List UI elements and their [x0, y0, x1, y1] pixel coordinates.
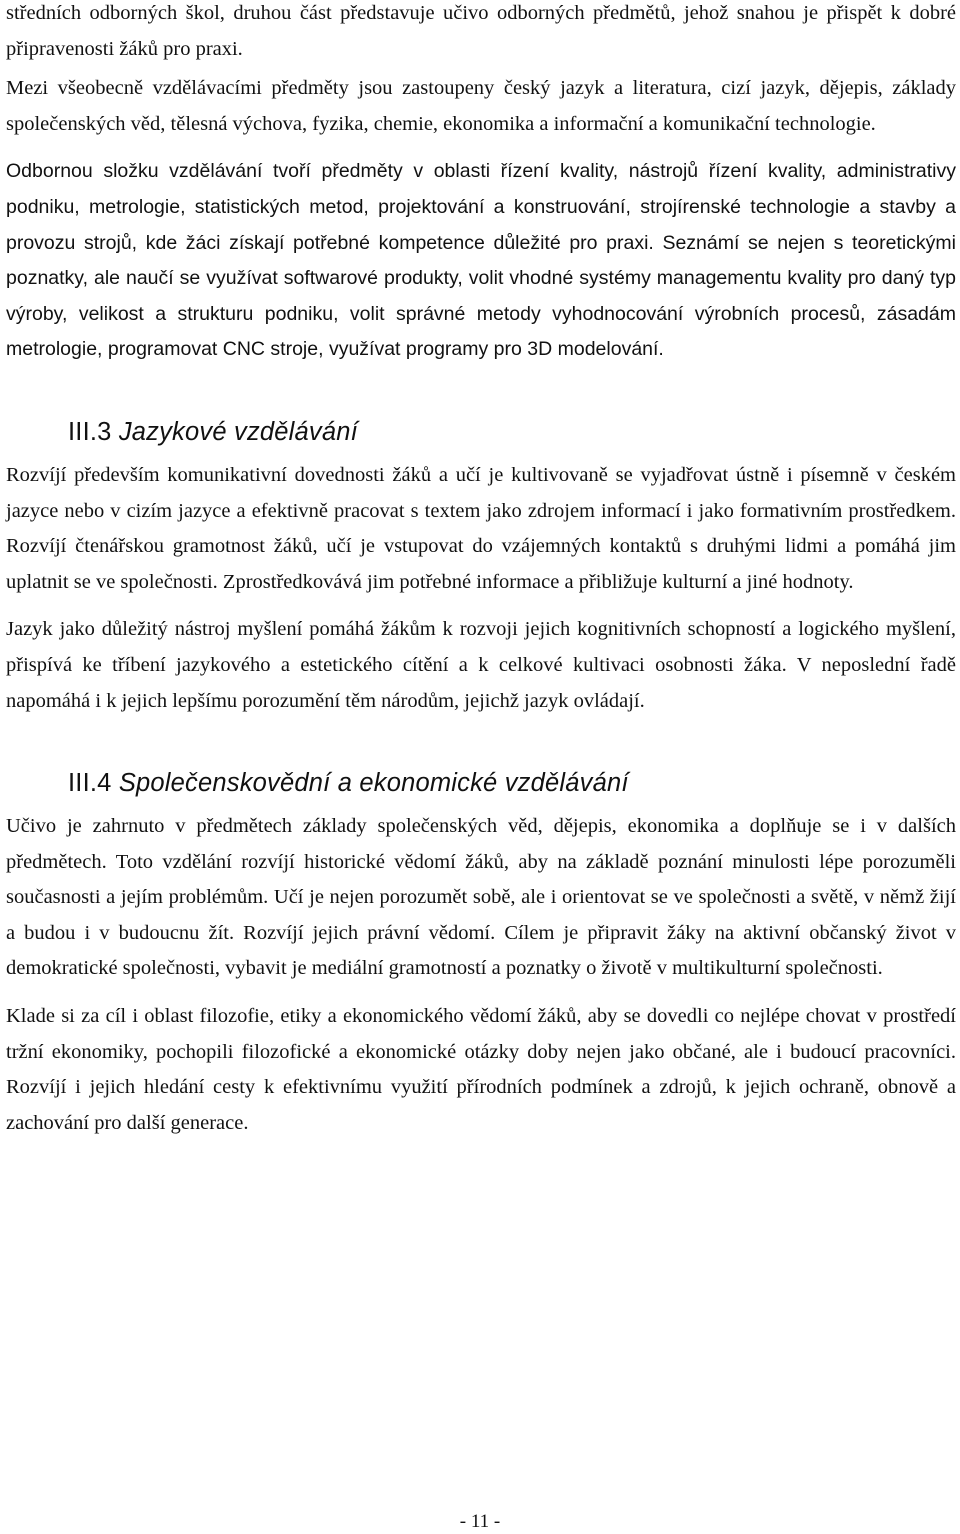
- paragraph-language-2: Jazyk jako důležitý nástroj myšlení pomáhá žákům k rozvoji jejich kognitivních schopností a logického myšlení, přispívá ke tříbení jazykového a estetického cítění a k celkové kultivaci osobnosti žáka. V neposlední řadě napomáhá i k jejich lepšímu porozumění těm národům, jejichž jazyk ovládají.: [6, 618, 956, 712]
- paragraph-continuation: středních odborných škol, druhou část představuje učivo odborných předmětů, jehož snahou je přispět k dobré připravenosti žáků pro praxi.: [6, 2, 956, 60]
- section-heading-social-economic: [6, 767, 956, 799]
- paragraph-social-1: Učivo je zahrnuto v předmětech základy společenských věd, dějepis, ekonomika a doplňuje se i v dalších předmětech. Toto vzdělání rozvíjí historické vědomí žáků, aby na základě poznání minulosti lépe porozuměli současnosti a jejím problémům. Učí je nejen porozumět sobě, ale i orientovat se ve společnosti a světě, v němž žijí a budou i v budoucnu žít. Rozvíjí jejich právní vědomí. Cílem je připravit žáky na aktivní občanský život v demokratické společnosti, vybavit je mediální gramotností a poznatky o životě v multikulturní společnosti.: [6, 815, 956, 980]
- page-number: - 11 -: [459, 1511, 501, 1532]
- page-content: [6, 0, 956, 1153]
- section-number: III.3: [68, 417, 112, 446]
- paragraph-general-subjects: Mezi všeobecně vzdělávacími předměty jsou zastoupeny český jazyk a literatura, cizí jazyk, dějepis, základy společenských věd, tělesná výchova, fyzika, chemie, ekonomika a informační a komunikační technologie.: [6, 77, 956, 135]
- paragraph-social-2: Klade si za cíl i oblast filozofie, etiky a ekonomického vědomí žáků, aby se dovedli co nejlépe chovat v prostředí tržní ekonomiky, pochopili filozofické a ekonomické otázky doby nejen jako občané, ale i budoucí pracovníci. Rozvíjí i jejich hledání cesty k efektivnímu využití přírodních podmínek a zdrojů, k jejich ochraně, obnově a zachování pro další generace.: [6, 1005, 956, 1134]
- section-title: Společenskovědní a ekonomické vzdělávání: [118, 769, 629, 798]
- paragraph-vocational-subjects: Odbornou složku vzdělávání tvoří předměty v oblasti řízení kvality, nástrojů řízení kvality, administrativy podniku, metrologie, statistických metod, projektování a konstruování, strojírenské technologie a stavby a provozu strojů, kde žáci získají potřebné kompetence důležité pro praxi. Seznámí se nejen s teoretickými poznatky, ale naučí se využívat softwarové produkty, volit vhodné systémy managementu kvality pro daný typ výroby, velikost a strukturu podniku, volit správné metody vyhodnocování výrobních procesů, zásadám metrologie, programovat CNC stroje, využívat programy pro 3D modelování.: [6, 160, 956, 361]
- section-number: III.4: [68, 769, 112, 798]
- section-heading-language: [6, 416, 956, 448]
- paragraph-language-1: Rozvíjí především komunikativní dovednosti žáků a učí je kultivovaně se vyjadřovat ústně i písemně v českém jazyce nebo v cizím jazyce a efektivně pracovat s textem jako zdrojem informací i jako formativním prostředkem. Rozvíjí čtenářskou gramotnost žáků, učí je vstupovat do vzájemných kontaktů s druhými lidmi a pomáhá jim uplatnit se ve společnosti. Zprostředkovává jim potřebné informace a přibližuje kulturní a jiné hodnoty.: [6, 463, 956, 593]
- section-title: Jazykové vzdělávání: [118, 417, 358, 446]
